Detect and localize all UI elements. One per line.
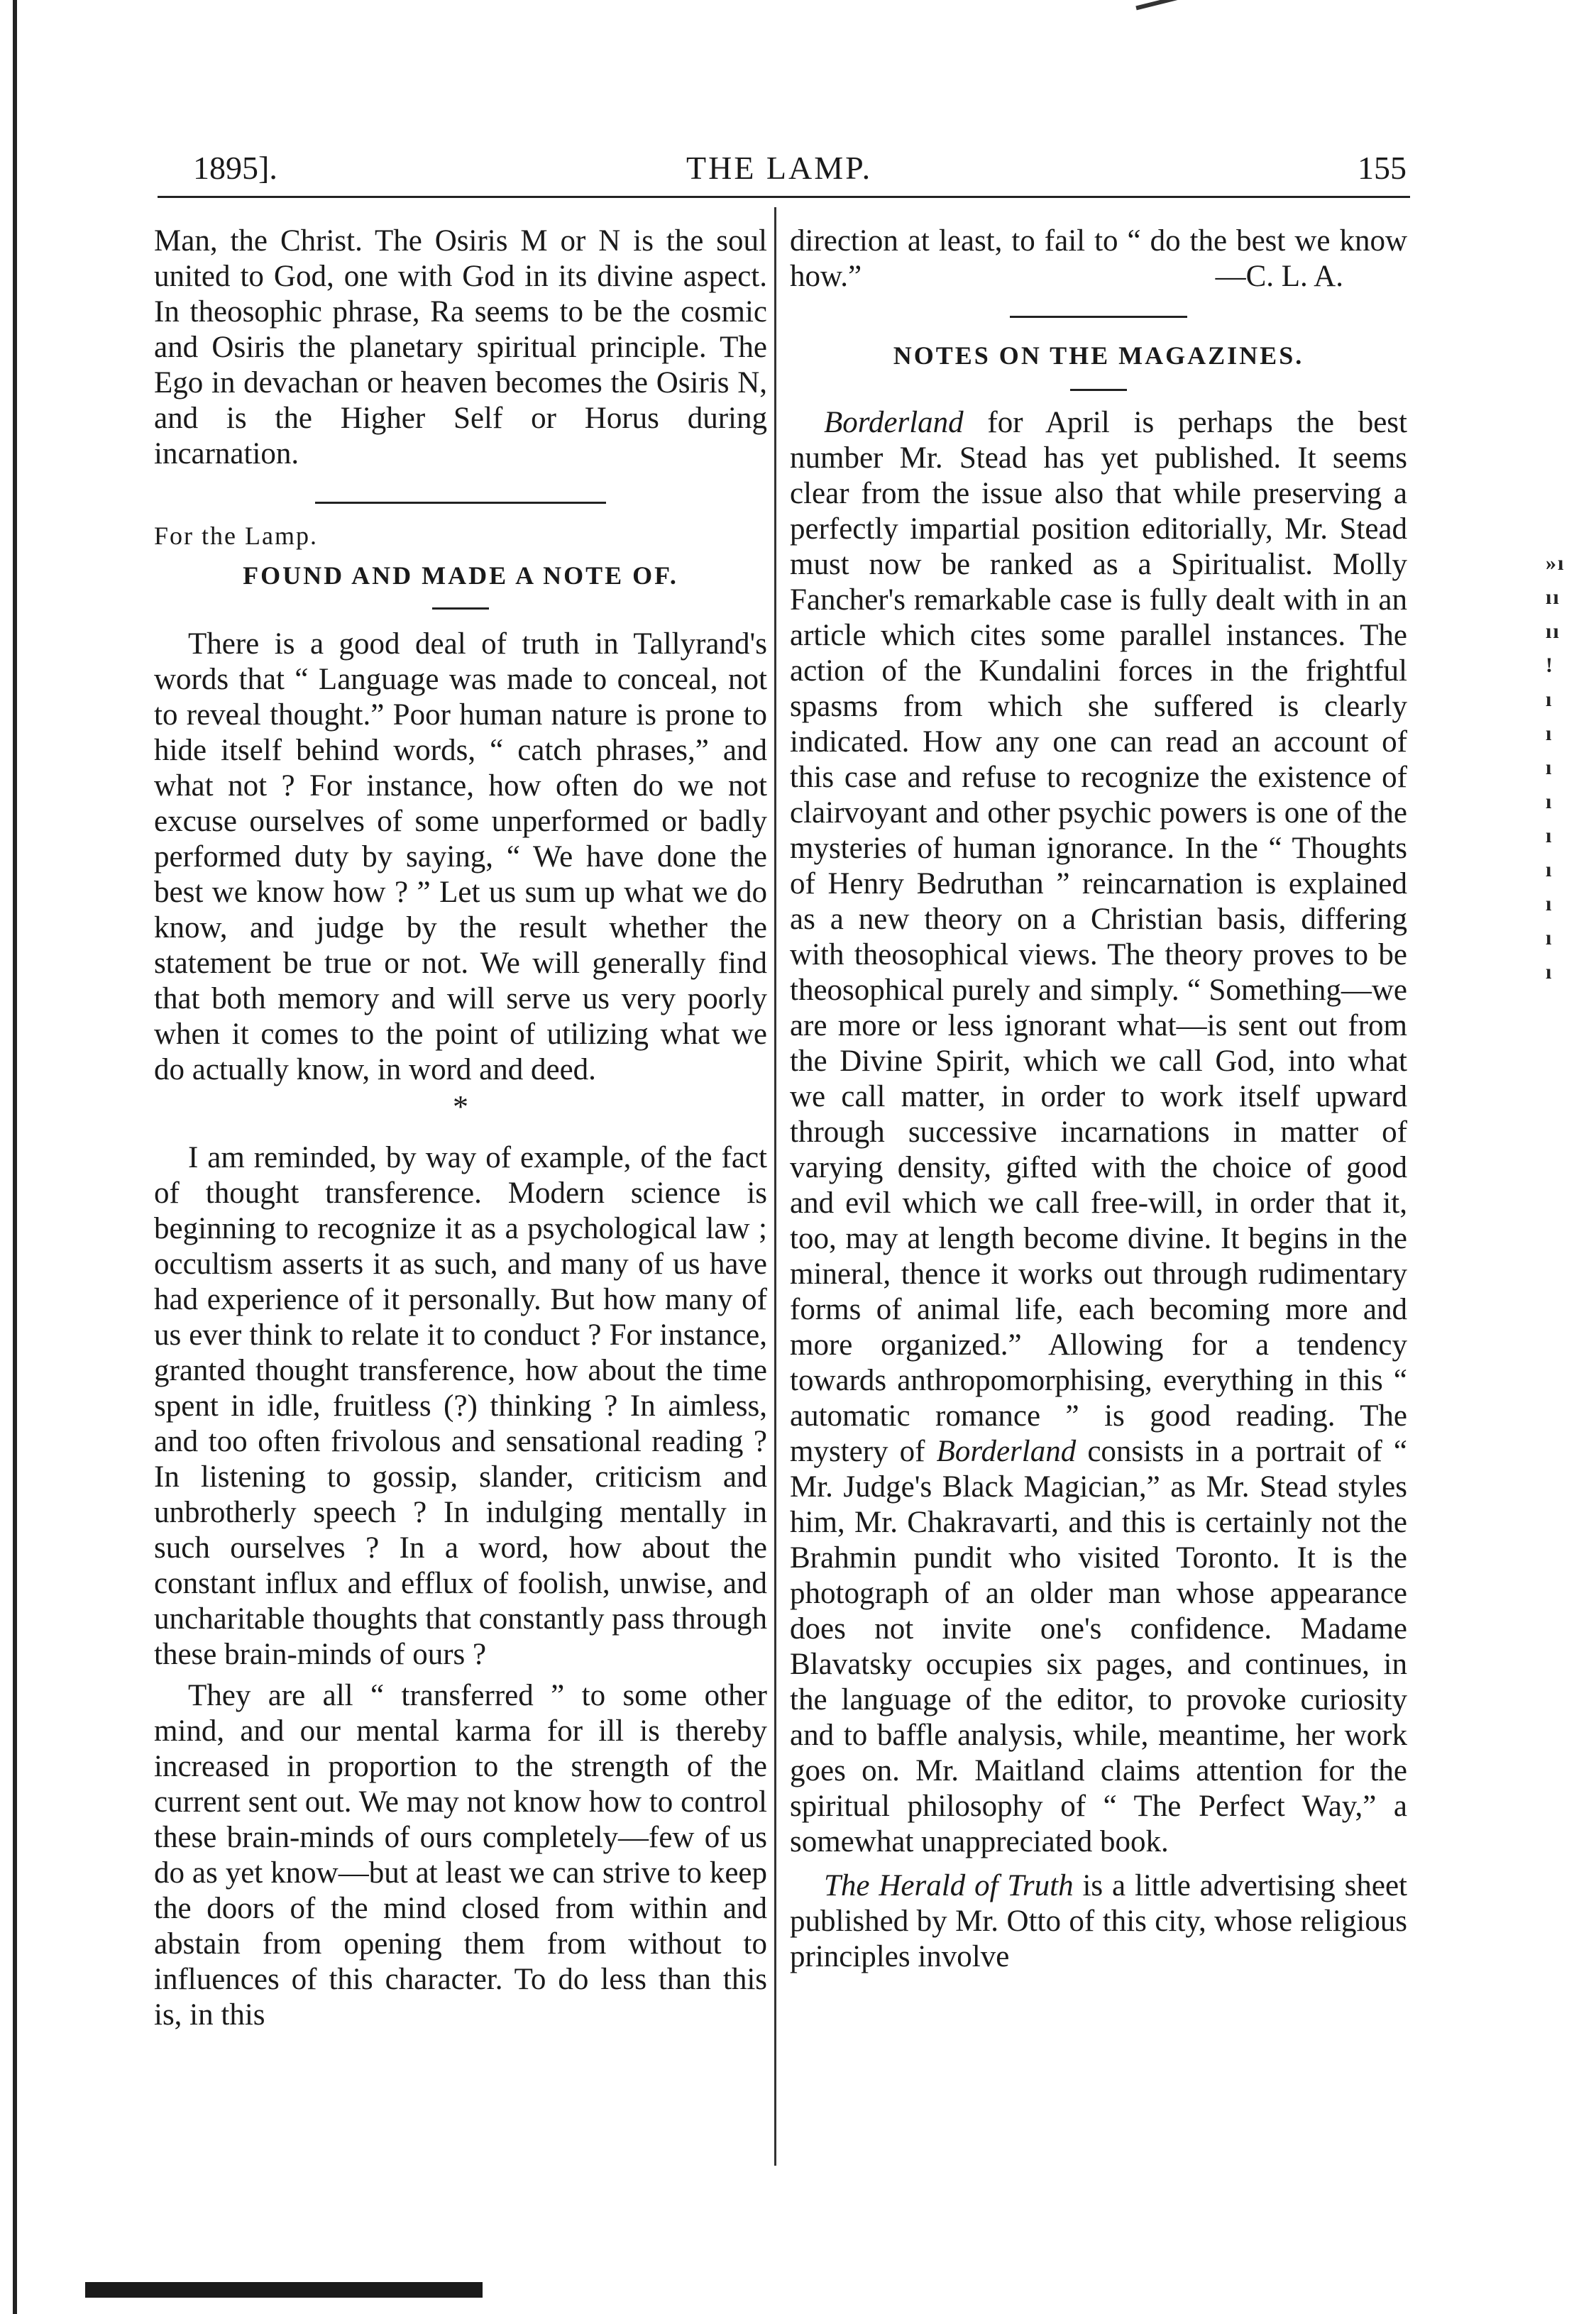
review-text: consists in a portrait of “ Mr. Judge's Black Magician,” as Mr. Stead styles him, Mr. Chakravarti, and this is certainly not the Brahmin pundit who visited Toronto. It is the photograph of an older man whose appearance does not invite one's confidence. Madame Blavatsky occupies six pages, and continues, in the language of the editor, to provoke curiosity and to baffle analysis, while, meantime, her work goes on. Mr. Maitland claims attention for the spiritual philosophy of “ The Perfect Way,” a somewhat unappreciated book. [790,1435,1407,1858]
right-column [790,224,1407,1975]
article-title: FOUND AND MADE A NOTE OF. [243,561,678,590]
bleed-through-marks: »ı ıı ıı ! ı ı ı ı ı ı ı ı ı [1546,551,1565,984]
magazine-title: Borderland [824,406,964,439]
section-title: NOTES ON THE MAGAZINES. [893,341,1304,370]
column-divider [774,207,776,2166]
title-separator [432,607,489,610]
section-separator [315,502,606,504]
author-signature: —C. L. A. [1215,260,1343,293]
page-mark-top [1135,0,1184,10]
article-paragraph: There is a good deal of truth in Tallyrand's words that “ Language was made to conceal, not to reveal thought.” Poor human nature is prone to hide itself behind words, “ catch phrases,” and what not ? For instance, how often do we not excuse ourselves of some unperformed or badly performed duty by saying, “ We have done the best we know how ? ” Let us sum up what we do know, and judge by the result whether the statement be true or not. We will generally find that both memory and will serve us very poorly when it comes to the point of utilizing what we do actually know, in word and deed. [154,627,767,1086]
magazine-title: The Herald of Truth [824,1869,1074,1902]
continued-paragraph: direction at least, to fail to “ do the best we know how.” [790,224,1407,293]
header-date: 1895]. [193,150,277,186]
review-paragraph [790,405,1407,1860]
magazine-title: Borderland [936,1435,1077,1468]
page-edge-left [13,0,17,2314]
review-text: is a little advertising sheet published by Mr. Otto of this city, whose religious principles involve [790,1869,1407,1973]
left-column [154,224,767,2033]
article-paragraph: I am reminded, by way of example, of the fact of thought transference. Modern science is beginning to recognize it as a psychological law ; occultism asserts it as such, and many of us have had experience of it personally. But how many of us ever think to relate it to conduct ? For instance, granted thought transference, how about the time spent in idle, fruitless (?) thinking ? In aimless, and too often frivolous and sensational reading ? In listening to gossip, slander, criticism and unbrotherly speech ? In indulging mentally in such ourselves ? In a word, how about the constant influx and efflux of foolish, unwise, and uncharitable thoughts that constantly pass through these brain-minds of ours ? [154,1141,767,1671]
header-rule [158,196,1410,198]
title-separator [1070,389,1127,391]
article-kicker: For the Lamp. [154,522,318,550]
section-separator [1010,316,1187,318]
running-head [158,142,1407,192]
asterism: * [453,1089,468,1124]
review-paragraph [790,1868,1407,1975]
page-edge-bottom [85,2282,483,2298]
article-paragraph: They are all “ transferred ” to some other mind, and our mental karma for ill is thereby increased in proportion to the strength of the current sent out. We may not know how to control these brain-minds of ours completely—few of us do as yet know—but at least we can strive to keep the doors of the mind closed from within and abstain from opening them from without to influences of this character. To do less than this is, in this [154,1679,767,2032]
review-text: for April is perhaps the best number Mr. Stead has yet published. It seems clear from the issue also that while preserving a perfectly impartial position editorially, Mr. Stead must now be ranked as a Spiritualist. Molly Fancher's remarkable case is fully dealt with in an article which cites some parallel instances. The action of the Kundalini forces in the frightful spasms from which she suffered is clearly indicated. How any one can read an account of this case and refuse to recognize the existence of clairvoyant and other psychic powers is one of the mysteries of human ignorance. In the “ Thoughts of Henry Bedruthan ” reincarnation is explained as a new theory on a Christian basis, differing with theosophical views. The theory proves to be theosophical purely and simply. “ Something—we are more or less ignorant what—is sent out from the Divine Spirit, which we call God, into what we call matter, in order to work itself upward through successive incarnations in matter of varying density, gifted with the choice of good and evil which we call free-will, in order that it, too, may at length become divine. It begins in the mineral, thence it works out through rudimentary forms of animal life, each becoming more and more organized.” Allowing for a tendency towards anthropomorphising, everything in this “ automatic romance ” is good reading. The mystery of [790,406,1407,1468]
header-title: THE LAMP. [686,150,873,186]
continued-paragraph: Man, the Christ. The Osiris M or N is the soul united to God, one with God in its divine aspect. In theosophic phrase, Ra seems to be the cosmic and Osiris the planetary spiritual principle. The Ego in devachan or heaven becomes the Osiris N, and is the Higher Self or Horus during incarnation. [154,224,767,470]
page-number: 155 [1358,150,1407,186]
